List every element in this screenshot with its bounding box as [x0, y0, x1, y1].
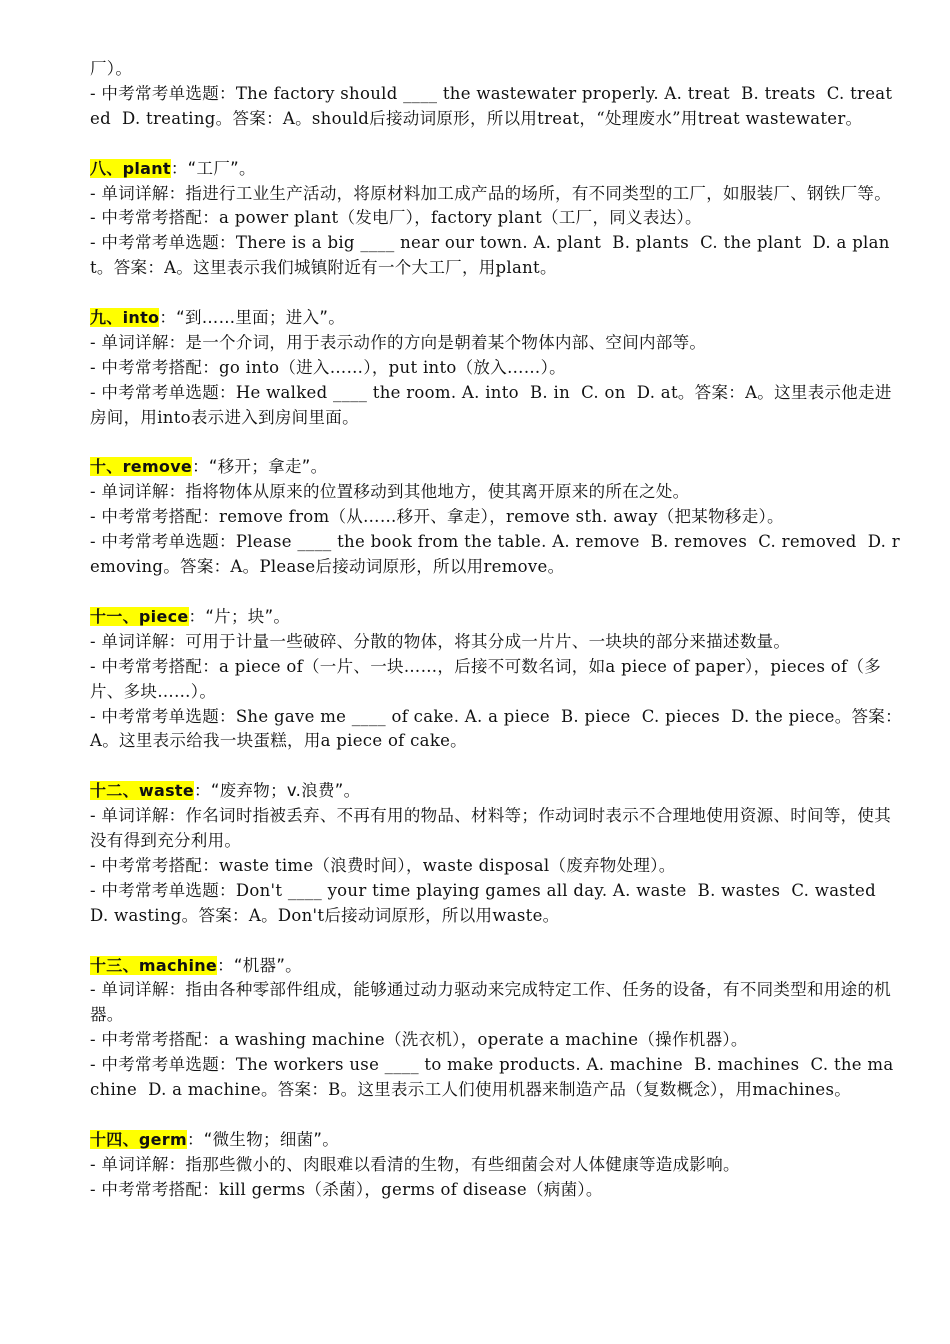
- text-line: - 单词详解：指进行工业生产活动，将原材料加工成产品的场所，有不同类型的工厂，如服装厂、钢铁厂等。: [90, 183, 892, 203]
- document-page: [90, 57, 902, 1203]
- entry-heading: [90, 306, 902, 331]
- text-line: - 单词详解：作名词时指被丢弃、不再有用的物品、材料等；作动词时表示不合理地使用资源、时间等，使其没有得到充分利用。: [90, 806, 892, 851]
- text-line: - 单词详解：指那些微小的、肉眼难以看清的生物，有些细菌会对人体健康等造成影响。: [90, 1154, 740, 1174]
- text-line: - 中考常考单选题：The factory should ____ the wastewater properly. A. treat B. treats C. treated D. treating。答案：A。should后接动词原形，所以用treat，“处理废水”用treat wastewater。: [90, 83, 893, 128]
- entry-headword: 十三、machine: [90, 955, 218, 975]
- entry-meaning: ：“到……里面；进入”。: [159, 308, 346, 328]
- text-line: - 中考常考搭配：a piece of（一片、一块……，后接不可数名词，如a piece of paper），pieces of（多片、多块……）。: [90, 656, 882, 701]
- entry-meaning: ：“废弃物；v.浪费”。: [194, 781, 361, 801]
- text-line: - 单词详解：指由各种零部件组成，能够通过动力驱动来完成特定工作、任务的设备，有不同类型和用途的机器。: [90, 980, 892, 1025]
- text-line: - 单词详解：可用于计量一些破碎、分散的物体，将其分成一片片、一块块的部分来描述数量。: [90, 631, 791, 651]
- entry-heading: [90, 1128, 902, 1153]
- entry-headword: 十一、piece: [90, 606, 189, 626]
- text-line: - 单词详解：是一个介词，用于表示动作的方向是朝着某个物体内部、空间内部等。: [90, 332, 707, 352]
- entry-heading: [90, 157, 902, 182]
- entry-germ: [90, 1128, 902, 1203]
- text-line: - 中考常考搭配：a washing machine（洗衣机），operate a machine（操作机器）。: [90, 1030, 748, 1050]
- entry-headword: 八、plant: [90, 158, 171, 178]
- text-line: - 中考常考单选题：Don't ____ your time playing games all day. A. waste B. wastes C. wasted D. wasting。答案：A。Don't后接动词原形，所以用waste。: [90, 880, 888, 925]
- entry-headword: 九、into: [90, 308, 160, 328]
- entry-meaning: ：“微生物；细菌”。: [186, 1129, 340, 1149]
- entry-meaning: ：“片；块”。: [188, 606, 291, 626]
- text-line: - 中考常考搭配：kill germs（杀菌），germs of disease（病菌）。: [90, 1179, 603, 1199]
- text-line: 厂）。: [90, 59, 133, 78]
- text-line: - 中考常考搭配：remove from（从……移开、拿走），remove sth. away（把某物移走）。: [90, 507, 784, 527]
- entry-into: [90, 306, 902, 431]
- text-line: - 中考常考搭配：waste time（浪费时间），waste disposal（废弃物处理）。: [90, 855, 676, 875]
- entry-meaning: ：“机器”。: [217, 955, 302, 975]
- text-line: - 中考常考搭配：go into（进入……），put into（放入……）。: [90, 357, 566, 377]
- entry-heading: [90, 954, 902, 979]
- entry-heading: [90, 455, 902, 480]
- text-line: - 中考常考单选题：She gave me ____ of cake. A. a piece B. piece C. pieces D. the piece。答案：A。这里表示给我一块蛋糕，用a piece of cake。: [90, 706, 902, 751]
- entry-heading: [90, 605, 902, 630]
- text-line: - 中考常考搭配：a power plant（发电厂），factory plant（工厂，同义表达）。: [90, 208, 702, 228]
- entry-meaning: ：“工厂”。: [170, 158, 256, 178]
- entry-machine: [90, 954, 902, 1103]
- entry-waste: [90, 779, 902, 928]
- text-line: - 中考常考单选题：There is a big ____ near our town. A. plant B. plants C. the plant D. a plant。答案：A。这里表示我们城镇附近有一个大工厂，用plant。: [90, 233, 890, 278]
- entry-headword: 十二、waste: [90, 781, 195, 801]
- entry-headword: 十、remove: [90, 457, 193, 477]
- entry-plant: [90, 157, 902, 282]
- text-line: - 中考常考单选题：Please ____ the book from the table. A. remove B. removes C. removed D. removing。答案：A。Please后接动词原形，所以用remove。: [90, 532, 900, 577]
- entry-meaning: ：“移开；拿走”。: [192, 457, 328, 477]
- entry-piece: [90, 605, 902, 754]
- text-line: - 单词详解：指将物体从原来的位置移动到其他地方，使其离开原来的所在之处。: [90, 482, 690, 502]
- entry-headword: 十四、germ: [90, 1129, 187, 1149]
- text-line: - 中考常考单选题：The workers use ____ to make products. A. machine B. machines C. the machine D. a machine。答案：B。这里表示工人们使用机器来制造产品（复数概念），用machines。: [90, 1055, 894, 1100]
- text-line: - 中考常考单选题：He walked ____ the room. A. into B. in C. on D. at。答案：A。这里表示他走进房间，用into表示进入到房间里面。: [90, 382, 892, 427]
- entry-remove: [90, 455, 902, 580]
- entry-heading: [90, 779, 902, 804]
